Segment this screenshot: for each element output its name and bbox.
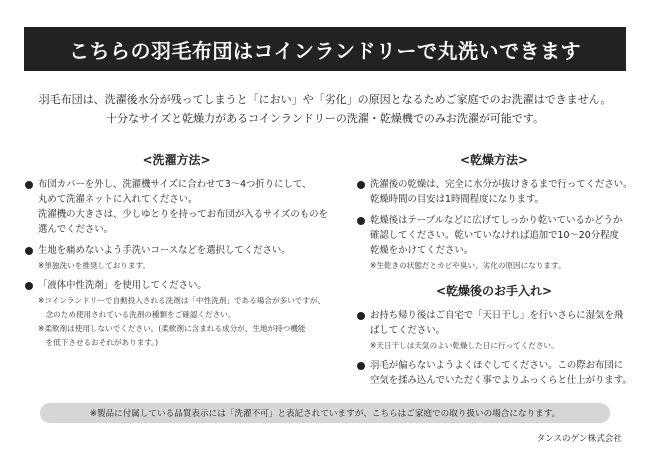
drying-item-text: 乾燥時間の目安は1時間程度になります。 — [370, 194, 544, 205]
intro-text — [24, 90, 626, 128]
drying-title: <乾燥方法> — [459, 153, 529, 167]
drying-item-text: 確認してください。乾いていなければ追加で10〜20分程度 — [370, 230, 619, 241]
page-title-banner — [24, 27, 626, 71]
washing-item-note: 念のため使用されている洗剤の種類をご確認ください。 — [38, 310, 236, 319]
drying-item — [356, 177, 632, 207]
page-title: こちらの羽毛布団はコインランドリーで丸洗いできます — [69, 38, 581, 63]
intro-line-2: 十分なサイズと乾燥力があるコインランドリーの洗濯・乾燥機でのみお洗濯が可能です。 — [106, 112, 544, 125]
washing-item-note: を低下させるおそれがあります。) — [38, 338, 159, 347]
care-item-text: 空気を揉み込んでいただく事でよりふっくらと仕上がります。 — [370, 375, 632, 386]
washing-item — [24, 243, 329, 272]
care-item-text: 羽毛が偏らないようよくほぐしてください。この際お布団に — [370, 360, 624, 371]
drying-item-text: 乾燥をかけてください。 — [370, 245, 474, 256]
bullet-icon — [25, 247, 33, 255]
care-item-note: ※天日干しは天気のよい乾燥した日に行ってください。 — [370, 341, 559, 350]
washing-section — [24, 151, 329, 355]
bullet-icon — [357, 312, 365, 320]
washing-item-text: 「液体中性洗剤」を使用してください。 — [38, 280, 207, 291]
footer-notice — [40, 403, 610, 423]
washing-item-text: 生地を痛めないよう手洗いコースなどを選択してください。 — [38, 245, 291, 256]
bullet-icon — [357, 362, 365, 370]
washing-item — [24, 278, 329, 349]
intro-line-1: 羽毛布団は、洗濯後水分が残ってしまうと「におい」や「劣化」の原因となるためご家庭でのお洗濯はできません。 — [38, 93, 612, 106]
drying-item — [356, 213, 632, 272]
drying-section — [356, 151, 632, 394]
care-title: <乾燥後のお手入れ> — [435, 284, 553, 298]
washing-item-note: ※柔軟剤は使用しないでください。(柔軟剤に含まれる成分が、生地が持つ機能 — [38, 324, 306, 333]
washing-item-text: 選んでください。 — [38, 224, 114, 235]
drying-item-text: 洗濯後の乾燥は、完全に水分が抜けきるまで行ってください。 — [370, 179, 633, 190]
washing-item-text: 丸めて洗濯ネットに入れてください。 — [38, 194, 198, 205]
drying-item-note: ※生乾きの状態だとカビや臭い、劣化の原因になります。 — [370, 261, 566, 270]
washing-item-note: ※コインランドリーで自動投入される洗剤は「中性洗剤」である場合が多いですが、 — [38, 296, 326, 305]
company-name: タンスのゲン株式会社 — [536, 434, 622, 444]
care-item — [356, 308, 632, 352]
washing-item-text: 布団カバーを外し、洗濯機サイズに合わせて3〜4つ折りにして、 — [38, 179, 312, 190]
bullet-icon — [25, 282, 33, 290]
washing-title: <洗濯方法> — [142, 153, 211, 167]
washing-item — [24, 177, 329, 237]
bullet-icon — [357, 217, 365, 225]
care-item — [356, 358, 632, 388]
bullet-icon — [25, 181, 33, 189]
care-item-text: お持ち帰り後はご自宅で「天日干し」を行いさらに湿気を飛 — [370, 310, 624, 321]
footer-note: ※製品に付属している品質表示には「洗濯不可」と表記されていますが、こちらはご家庭での取り扱いの場合になります。 — [89, 409, 561, 419]
washing-item-text: 洗濯機の大きさは、少しゆとりを持ってお布団が入るサイズのものを — [38, 209, 328, 220]
bullet-icon — [357, 181, 365, 189]
washing-item-note: ※単独洗いを推奨しております。 — [38, 261, 151, 270]
care-item-text: ばしてください。 — [370, 325, 446, 336]
drying-item-text: 乾燥後はテーブルなどに広げてしっかり乾いているかどうか — [370, 215, 623, 226]
